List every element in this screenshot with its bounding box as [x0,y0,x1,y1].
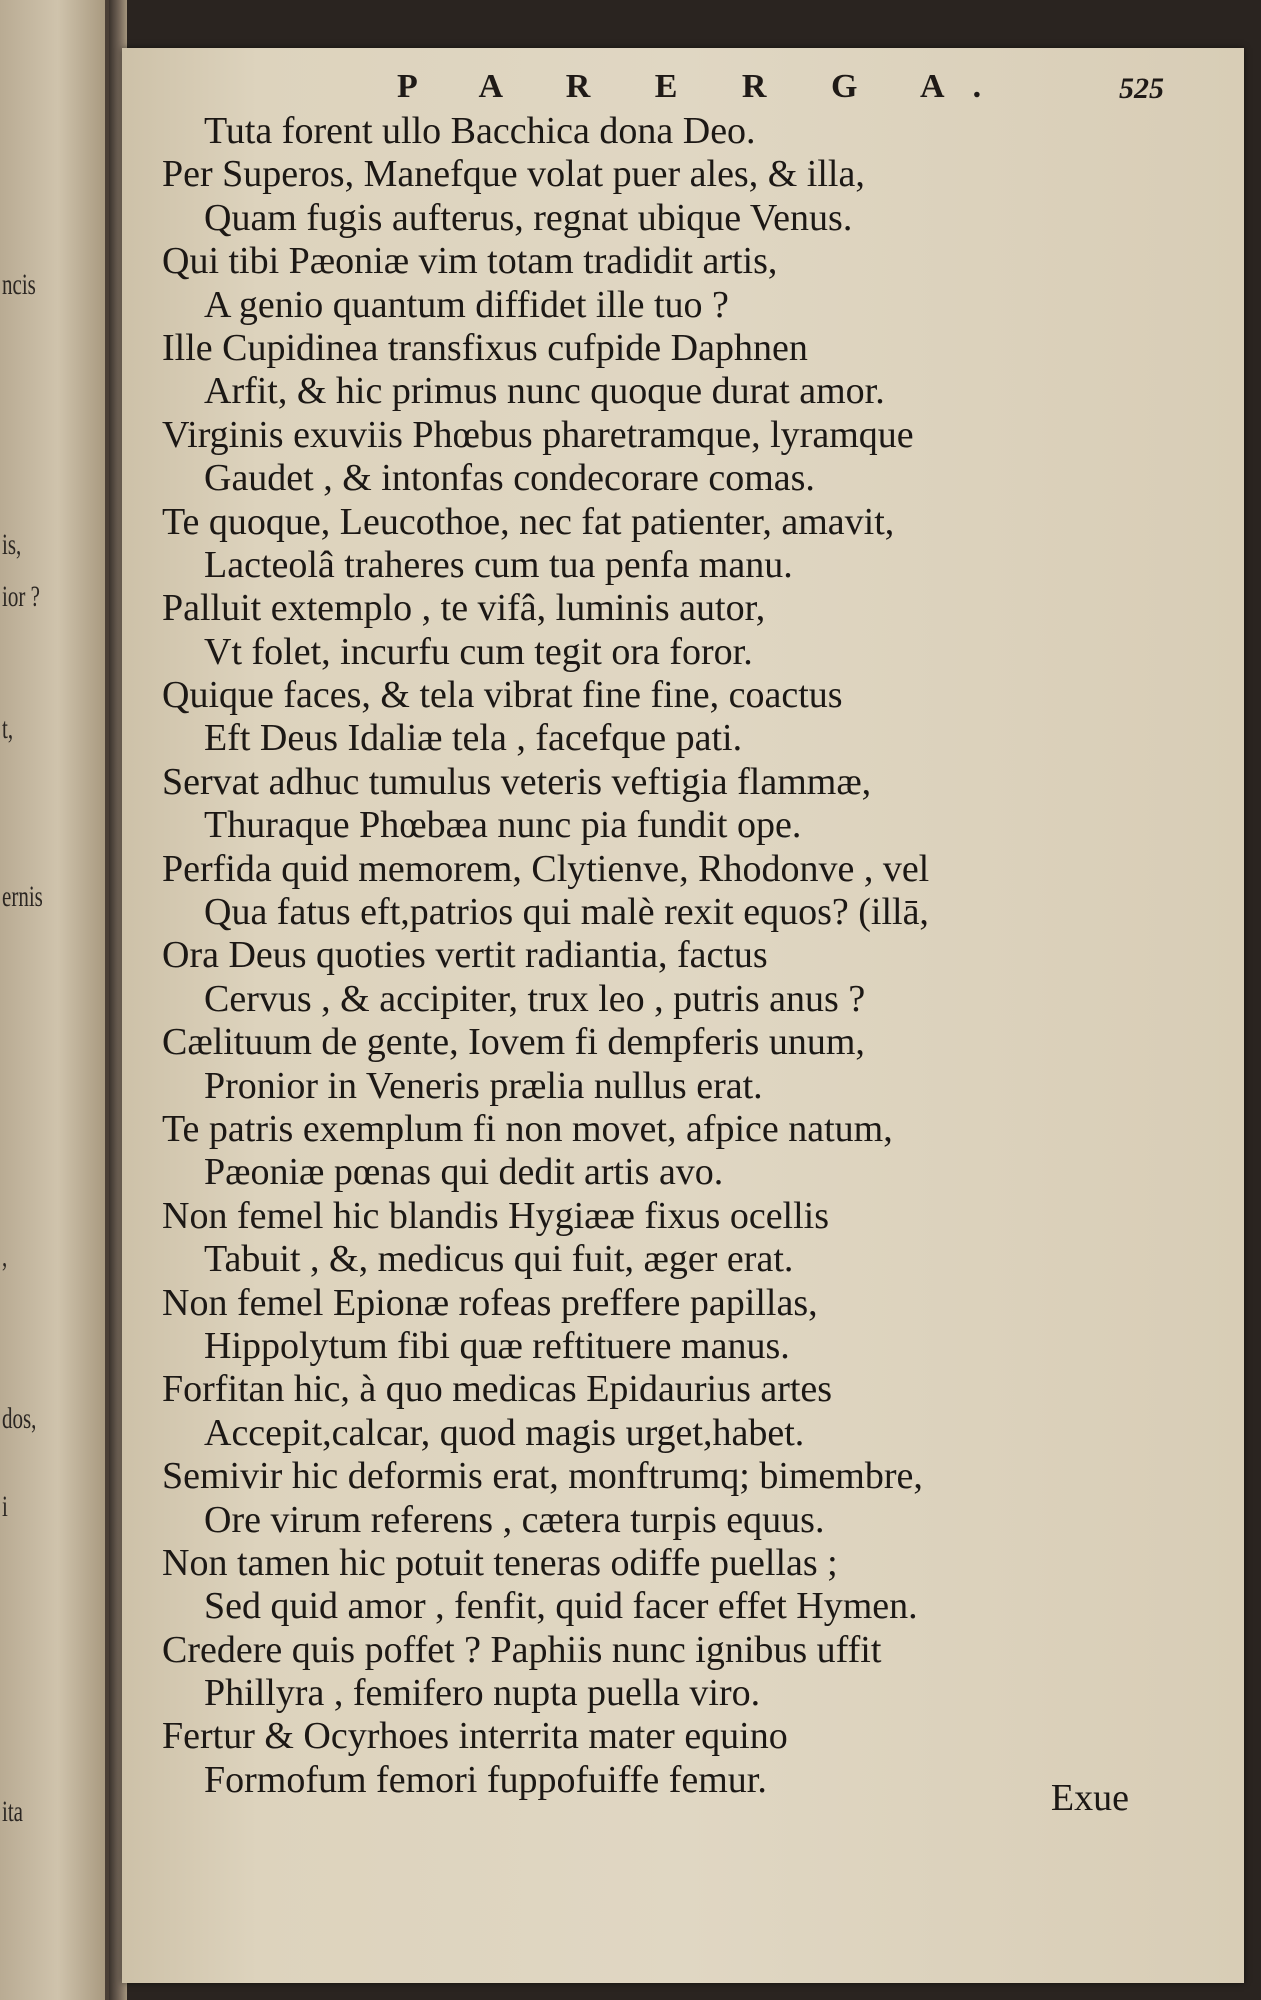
verse-line: Ille Cupidinea transfixus cufpide Daphnen [162,326,808,369]
verse-line: Credere quis poffet ? Paphiis nunc ignibus uffit [162,1628,882,1671]
verse-line: Pæoniæ pœnas qui dedit artis avo. [204,1151,724,1194]
verse-line: Non femel Epionæ rofeas preffere papillas, [162,1281,818,1324]
verse-line: Sed quid amor , fenfit, quid facer effet Hymen. [204,1585,918,1628]
verse-line: Thuraque Phœbæa nunc pia fundit ope. [204,804,802,847]
verse-line: Gaudet , & intonfas condecorare comas. [204,457,815,500]
facing-page-fragment: dos, [2,1402,37,1435]
verse-line: Vt folet, incurfu cum tegit ora foror. [204,630,753,673]
verse-line: Quam fugis aufterus, regnat ubique Venus. [204,196,853,239]
verse-line: Per Superos, Manefque volat puer ales, & illa, [162,153,865,196]
verse-line: Ora Deus quoties vertit radiantia, factus [162,934,768,977]
verse-line: Qua fatus eft,patrios qui malè rexit equos? (illā, [204,891,929,934]
facing-page-fragment: ior ? [2,580,40,613]
verse-line: Lacteolâ traheres cum tua penfa manu. [204,543,793,586]
facing-page-fragment: , [2,1240,8,1273]
verse-line: Servat adhuc tumulus veteris veftigia flammæ, [162,760,872,803]
verse-line: Virginis exuviis Phœbus pharetramque, lyramque [162,413,914,456]
verse-line: Arfit, & hic primus nunc quoque durat amor. [204,370,885,413]
facing-page-fragment: ernis [2,880,43,913]
verse-line: Pronior in Veneris prælia nullus erat. [204,1064,763,1107]
verse-line: Forfitan hic, à quo medicas Epidaurius artes [162,1368,833,1411]
verse-line: Qui tibi Pæoniæ vim totam tradidit artis, [162,240,778,283]
verse-line: Tuta forent ullo Bacchica dona Deo. [204,110,756,152]
verse-line: Cælituum de gente, Iovem fi dempferis unum, [162,1021,865,1064]
verse-text-block [162,110,1202,1802]
verse-line: Semivir hic deformis erat, monftrumq; bimembre, [162,1455,923,1498]
facing-page-fragment: is, [2,528,22,561]
verse-line: Perfida quid memorem, Clytienve, Rhodonve , vel [162,847,930,890]
verse-line: Te patris exemplum fi non movet, afpice natum, [162,1107,893,1150]
facing-page-fragment: ncis [2,268,36,301]
verse-line: Accepit,calcar, quod magis urget,habet. [204,1411,805,1454]
verse-line: Tabuit , &, medicus qui fuit, æger erat. [204,1238,794,1281]
running-title: P A R E R G A. [397,68,1010,105]
facing-page-edge [0,0,109,2000]
page-number: 525 [1119,72,1164,105]
verse-line: Non femel hic blandis Hygiææ fixus ocellis [162,1194,830,1237]
verse-line: Hippolytum fibi quæ reftituere manus. [204,1324,790,1367]
verse-line: Cervus , & accipiter, trux leo , putris anus ? [204,977,866,1020]
running-header [122,62,1244,112]
verse-line: Formofum femori fuppofuiffe femur. [204,1758,767,1801]
facing-page-fragment: ita [2,1795,23,1828]
verse-line: Non tamen hic potuit teneras odiffe puellas ; [162,1541,838,1584]
verse-line: Palluit extemplo , te vifâ, luminis autor, [162,587,766,630]
facing-page-fragment: i [2,1490,8,1523]
verse-line: Quique faces, & tela vibrat fine fine, coactus [162,674,843,717]
verse-line: Fertur & Ocyrhoes interrita mater equino [162,1715,788,1758]
verse-line: Phillyra , femifero nupta puella viro. [204,1672,761,1715]
verse-line: A genio quantum diffidet ille tuo ? [204,283,729,326]
verse-line: Eft Deus Idaliæ tela , facefque pati. [204,717,743,760]
verse-line: Ore virum referens , cætera turpis equus. [204,1498,825,1541]
verse-line: Te quoque, Leucothoe, nec fat patienter, amavit, [162,500,895,543]
catchword: Exue [1050,1777,1129,1819]
facing-page-fragment: t, [2,712,14,745]
book-page [122,48,1244,1983]
